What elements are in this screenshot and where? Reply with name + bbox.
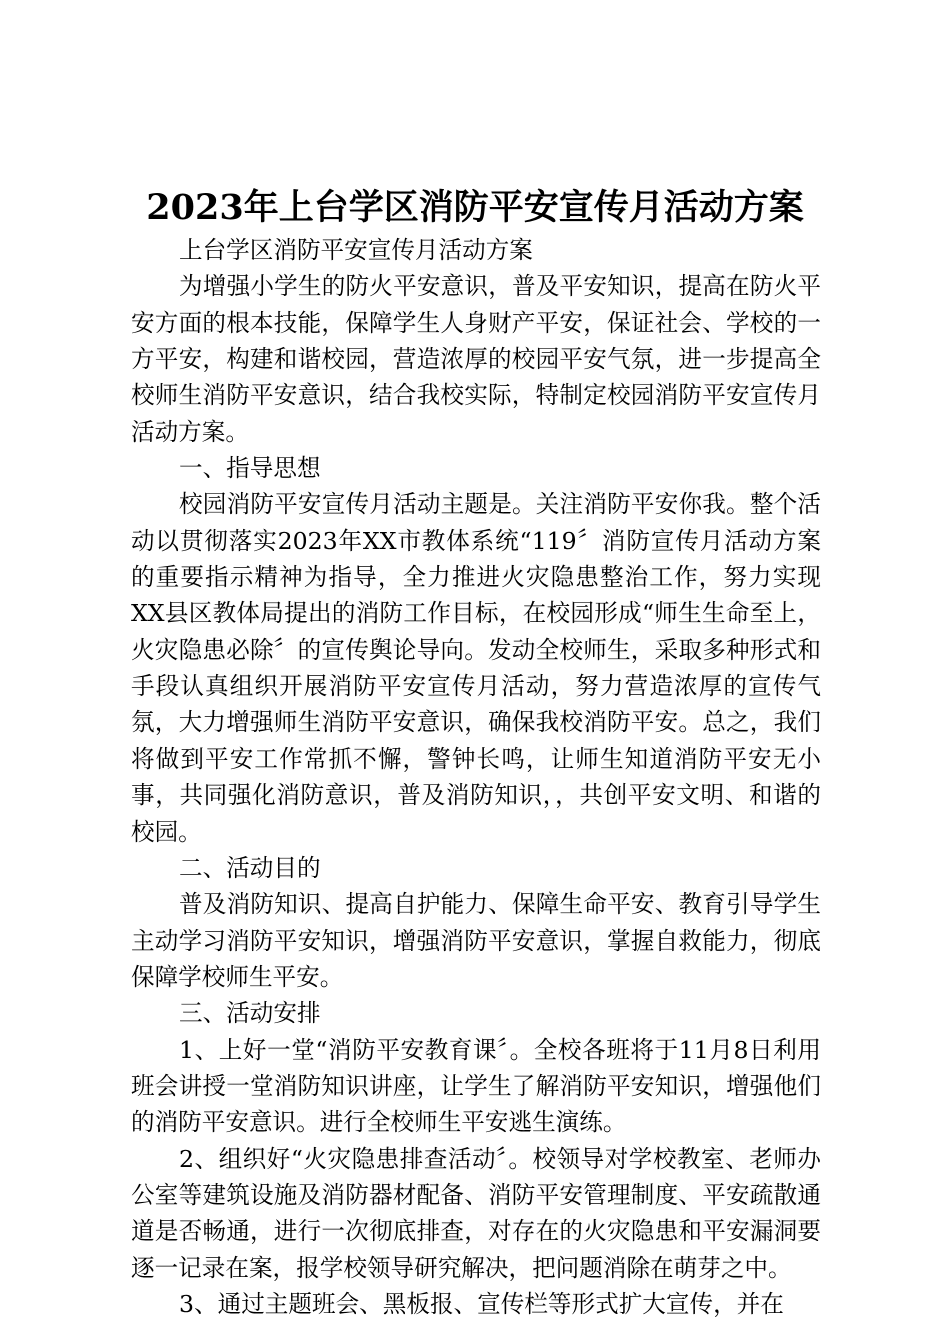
section-heading-guiding-thought: 一、指导思想 xyxy=(179,454,321,483)
paragraph-purpose: 普及消防知识、提高自护能力、保障生命平安、教育引导学生主动学习消防平安知识，增强消防平安意识，掌握自救能力，彻底保障学校师生平安。 xyxy=(131,890,821,991)
document-title: 2023年上台学区消防平安宣传月活动方案 xyxy=(146,187,804,228)
paragraph-arrangement-2: 2、组织好“火灾隐患排查活动〞。校领导对学校教室、老师办公室等建筑设施及消防器材配备、消防平安管理制度、平安疏散通道是否畅通，进行一次彻底排查，对存在的火灾隐患和平安漏洞要逐一记录在案，报学校领导研究解决，把问题消除在萌芽之中。 xyxy=(131,1144,821,1282)
document-body xyxy=(131,232,821,1322)
paragraph-arrangement-3: 3、通过主题班会、黑板报、宣传栏等形式扩大宣传，并在 xyxy=(179,1289,784,1318)
paragraph-subtitle: 上台学区消防平安宣传月活动方案 xyxy=(179,236,533,264)
paragraph-intro: 为增强小学生的防火平安意识，普及平安知识，提高在防火平安方面的根本技能，保障学生人身财产平安，保证社会、学校的一方平安，构建和谐校园，营造浓厚的校园平安气氛，进一步提高全校师生消防平安意识，结合我校实际，特制定校园消防平安宣传月活动方案。 xyxy=(131,272,821,446)
section-heading-arrangement: 三、活动安排 xyxy=(179,999,321,1028)
paragraph-arrangement-1: 1、上好一堂“消防平安教育课〞。全校各班将于11月8日利用班会讲授一堂消防知识讲座，让学生了解消防平安知识，增强他们的消防平安意识。进行全校师生平安逃生演练。 xyxy=(131,1035,821,1137)
section-heading-purpose: 二、活动目的 xyxy=(179,853,321,882)
paragraph-guiding-thought: 校园消防平安宣传月活动主题是。关注消防平安你我。整个活动以贯彻落实2023年XX市教体系统“119〞消防宣传月活动方案的重要指示精神为指导，全力推进火灾隐患整治工作，努力实现XX县区教体局提出的消防工作目标，在校园形成“师生生命至上，火灾隐患必除〞的宣传舆论导向。发动全校师生，采取多种形式和手段认真组织开展消防平安宣传月活动，努力营造浓厚的宣传气氛，大力增强师生消防平安意识，确保我校消防平安。总之，我们将做到平安工作常抓不懈，警钟长鸣，让师生知道消防平安无小事，共同强化消防意识，普及消防知识，，共创平安文明、和谐的校园。 xyxy=(131,490,821,846)
